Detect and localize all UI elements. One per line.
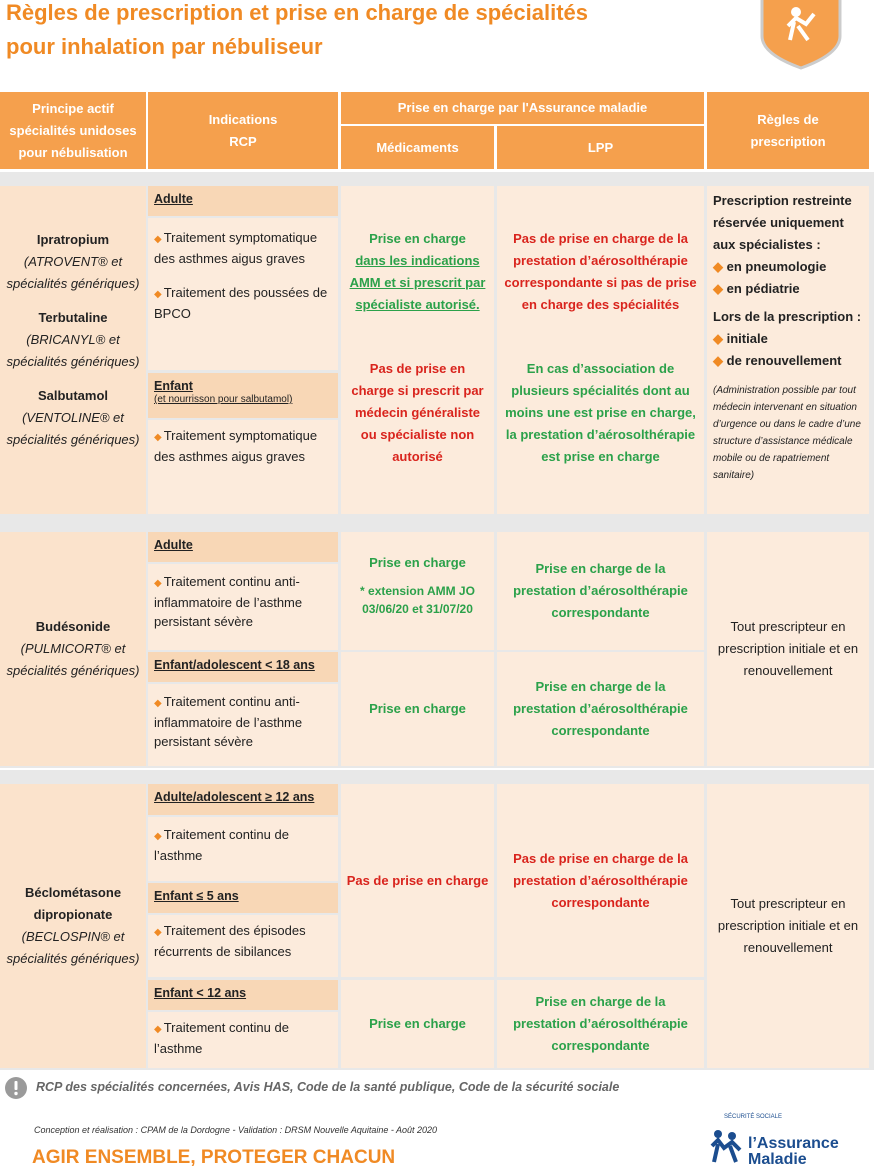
section-1-rules: Prescription restreinte réservée uniquement aux spécialistes : ◆ en pneumologie ◆ en pédiatrie Lors de la prescription : ◆ initiale ◆ de renouvellement (Administration possible par tout médecin intervenant en situation d’urgence ou dans le cadre d’une structure d’assistance médicale mobile ou de rapatriement sanitaire) <box>707 186 869 514</box>
drug-budesonide: Budésonide (PULMICORT® et spécialités génériques) <box>0 532 146 766</box>
indication-item: ◆ Traitement symptomatique des asthmes aigus graves <box>154 428 318 464</box>
slogan: AGIR ENSEMBLE, PROTEGER CHACUN <box>32 1147 396 1168</box>
indications-3 <box>148 1012 338 1068</box>
indication-item: ◆ Traitement symptomatique des asthmes aigus graves <box>154 230 318 266</box>
header-lpp: LPP <box>497 126 704 169</box>
section-2-med-adult: Prise en charge * extension AMM JO 03/06/20 et 31/07/20 <box>341 532 494 650</box>
page-title <box>6 0 726 64</box>
label-enfant: Enfant (et nourrisson pour salbutamol) <box>148 373 338 418</box>
header-medicaments: Médicaments <box>341 126 494 169</box>
assurance-maladie-logo <box>706 1114 866 1170</box>
child-indications <box>148 684 338 766</box>
indication-item: ◆ Traitement des poussées de BPCO <box>154 285 328 321</box>
section-1-lpp: Pas de prise en charge de la prestation d’aérosolthérapie correspondante si pas de prise en charge des spécialités En cas d’association de plusieurs spécialités dont au moins une est prise en charge, la prestation d’aérosolthérapie est prise en charge <box>497 186 704 514</box>
label-enfant-12: Enfant < 12 ans <box>148 980 338 1010</box>
exclamation-icon <box>4 1076 28 1100</box>
indication-item: ◆ Traitement des épisodes récurrents de sibilances <box>154 923 306 959</box>
people-icon <box>706 1124 746 1168</box>
section-2-rules: Tout prescripteur en prescription initiale et en renouvellement <box>707 532 869 766</box>
indication-item: ◆ Traitement continu anti-inflammatoire de l’asthme persistant sévère <box>154 574 303 629</box>
section-3-lpp-green: Prise en charge de la prestation d’aérosolthérapie correspondante <box>497 980 704 1068</box>
header-regles: Règles de prescription <box>707 92 869 169</box>
label-adulte: Adulte <box>148 186 338 216</box>
section-3-med-green: Prise en charge <box>341 980 494 1068</box>
enfant-note: (et nourrisson pour salbutamol) <box>154 394 293 405</box>
section-1-medicaments: Prise en charge dans les indications AMM et si prescrit par spécialiste autorisé. Pas de prise en charge si prescrit par médecin généraliste ou spécialiste non autorisé <box>341 186 494 514</box>
logo-small-text: SÉCURITÉ SOCIALE <box>724 1114 783 1120</box>
title-line-2: pour inhalation par nébuliseur <box>6 34 323 59</box>
credit: Conception et réalisation : CPAM de la Dordogne - Validation : DRSM Nouvelle Aquitaine - Août 2020 <box>34 1125 438 1135</box>
label-adulte-adolescent: Adulte/adolescent ≥ 12 ans <box>148 784 338 815</box>
indication-item: ◆ Traitement continu anti-inflammatoire de l’asthme persistant sévère <box>154 694 303 749</box>
indications-1 <box>148 817 338 881</box>
indications-2 <box>148 915 338 977</box>
indication-item: ◆ Traitement continu de l’asthme <box>154 1020 289 1056</box>
references: RCP des spécialités concernées, Avis HAS, Code de la santé publique, Code de la sécurité sociale <box>36 1080 620 1094</box>
header-indications: Indications RCP <box>148 92 338 169</box>
section-3-med-red: Pas de prise en charge <box>341 784 494 977</box>
adult-indications <box>148 218 338 370</box>
drug-terbutaline: Terbutaline (BRICANYL® et spécialités génériques) <box>6 310 140 369</box>
label-adulte: Adulte <box>148 532 338 562</box>
header-principe: Principe actif spécialités unidoses pour nébulisation <box>0 92 146 169</box>
section-3-lpp-red: Pas de prise en charge de la prestation d’aérosolthérapie correspondante <box>497 784 704 977</box>
indication-item: ◆ Traitement continu de l’asthme <box>154 827 289 863</box>
title-line-1: Règles de prescription et prise en charge de spécialités <box>6 0 589 25</box>
header-prise-en-charge: Prise en charge par l'Assurance maladie <box>341 92 704 124</box>
drug-beclometasone: Béclométasone dipropionate (BECLOSPIN® et spécialités génériques) <box>0 784 146 1068</box>
label-enfant-adolescent: Enfant/adolescent < 18 ans <box>148 652 338 682</box>
section-3-rules: Tout prescripteur en prescription initiale et en renouvellement <box>707 784 869 1068</box>
rules-note: (Administration possible par tout médecin intervenant en situation d’urgence ou dans le cadre d’une structure d’assistance médicale mobile ou de rapatriement sanitaire) <box>713 385 861 481</box>
section-1-drugs <box>0 186 146 514</box>
adult-indications <box>148 564 338 650</box>
drug-salbutamol: Salbutamol (VENTOLINE® et spécialités génériques) <box>6 388 140 447</box>
section-2-med-child: Prise en charge <box>341 652 494 766</box>
child-indications <box>148 420 338 514</box>
section-2-lpp-child: Prise en charge de la prestation d’aérosolthérapie correspondante <box>497 652 704 766</box>
label-enfant-5: Enfant ≤ 5 ans <box>148 883 338 913</box>
logo-line-2: Maladie <box>748 1151 807 1168</box>
section-2-lpp-adult: Prise en charge de la prestation d’aérosolthérapie correspondante <box>497 532 704 650</box>
logo-line-1: l’Assurance <box>748 1135 839 1152</box>
shield-logo-icon <box>758 0 844 70</box>
drug-ipratropium: Ipratropium (ATROVENT® et spécialités génériques) <box>6 232 140 291</box>
